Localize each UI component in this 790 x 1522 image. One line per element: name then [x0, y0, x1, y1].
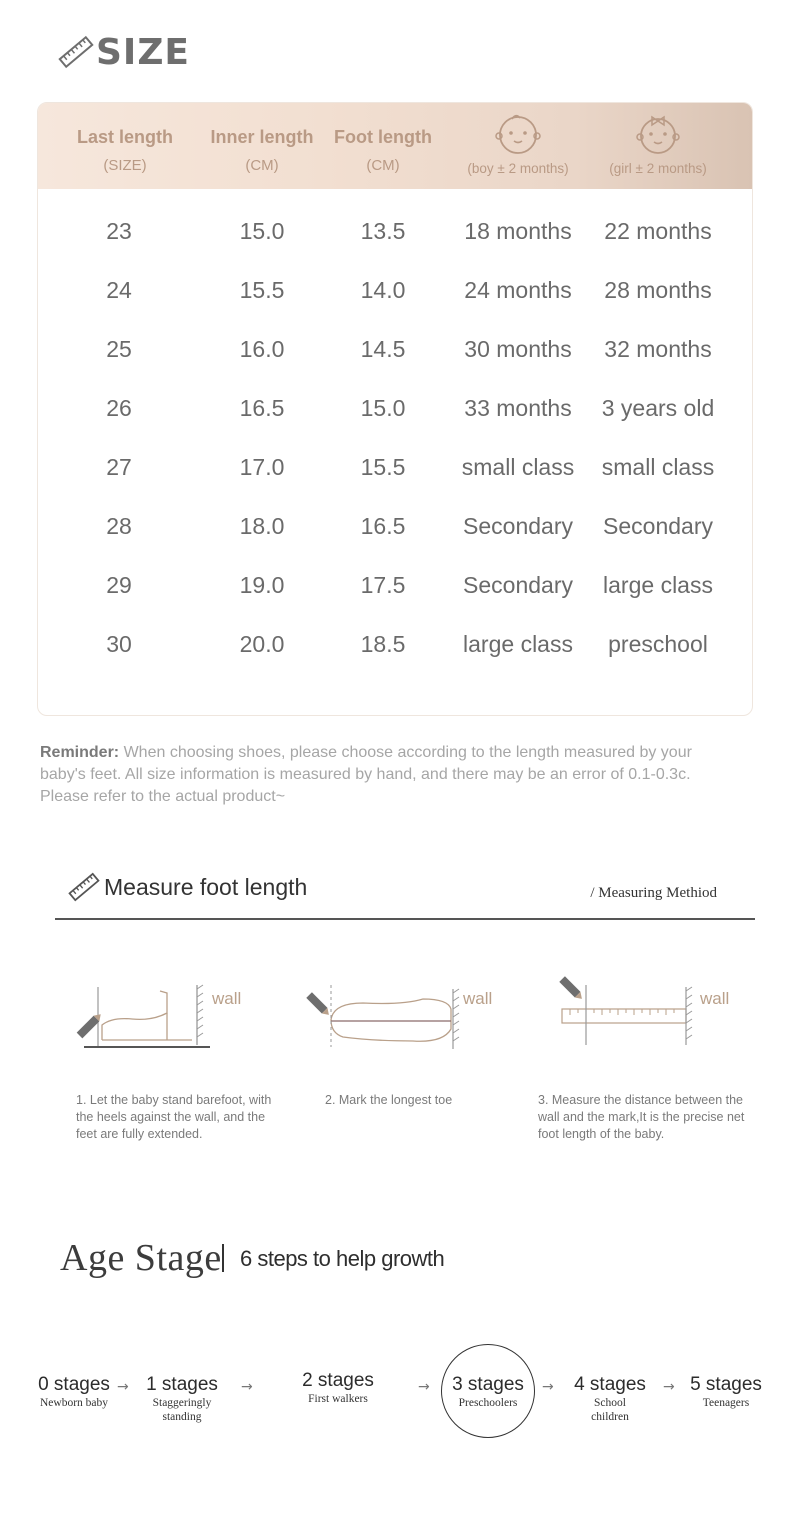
- header-label: Inner length: [210, 127, 314, 147]
- stage-2: [292, 1370, 384, 1406]
- table-cell: 17.0: [239, 454, 285, 480]
- table-cell: preschool: [608, 631, 708, 657]
- table-cell: 26: [106, 395, 132, 421]
- table-cell: 16.5: [360, 513, 406, 539]
- wall-label: wall: [463, 989, 493, 1008]
- arrow-icon: →: [663, 1379, 675, 1395]
- step-3-text: 3. Measure the distance between the wall and the mark,It is the precise net foot length of the baby.: [538, 1093, 745, 1141]
- measure-subtitle: / Measuring Methiod: [590, 885, 717, 901]
- table-cell: 14.0: [360, 277, 406, 303]
- table-cell: 30 months: [464, 336, 572, 362]
- stage-1: [140, 1374, 224, 1424]
- arrow-icon: →: [418, 1379, 430, 1395]
- table-cell: 28: [106, 513, 132, 539]
- header-unit: (boy ± 2 months): [467, 161, 569, 176]
- baby-boy-face-icon: [492, 111, 544, 157]
- table-row: [38, 388, 752, 428]
- stage-desc: Newborn baby: [39, 1397, 109, 1409]
- table-cell: 30: [106, 631, 132, 657]
- table-cell: 32 months: [604, 336, 712, 362]
- header-unit: (CM): [366, 157, 400, 174]
- table-cell: 15.5: [360, 454, 406, 480]
- table-cell: 18.5: [360, 631, 406, 657]
- stage-name: 1 stages: [146, 1374, 218, 1395]
- table-row: [38, 211, 752, 251]
- table-row: [38, 565, 752, 605]
- table-cell: 20.0: [239, 631, 285, 657]
- table-row: [38, 624, 752, 664]
- stage-name: 5 stages: [690, 1374, 762, 1395]
- table-cell: 23: [106, 218, 132, 244]
- table-cell: 18 months: [464, 218, 572, 244]
- ruler-icon: [58, 34, 94, 70]
- arrow-icon: →: [542, 1379, 554, 1395]
- table-row: [38, 506, 752, 546]
- table-cell: 33 months: [464, 395, 572, 421]
- size-title: SIZE: [96, 31, 191, 73]
- table-cell: 18.0: [239, 513, 285, 539]
- size-table-header: [38, 103, 752, 189]
- header-girl: [588, 103, 728, 189]
- stage-4: [566, 1374, 654, 1424]
- table-cell: Secondary: [463, 572, 573, 598]
- stage-name: 4 stages: [574, 1374, 646, 1395]
- measure-title: Measure foot length: [104, 873, 308, 900]
- table-cell: 3 years old: [601, 395, 715, 421]
- reminder-text: When choosing shoes, please choose according to the length measured by your baby's feet. All size information is measured by hand, and there may be an error of 0.1-0.3c. Please refer to the actual product~: [40, 744, 692, 805]
- header-foot-length: [318, 103, 448, 189]
- step-1-text: 1. Let the baby stand barefoot, with the heels against the wall, and the feet are fully extended.: [76, 1093, 272, 1141]
- age-stage-subtitle: 6 steps to help growth: [240, 1246, 445, 1271]
- header-unit: (girl ± 2 months): [609, 161, 707, 176]
- table-cell: small class: [461, 454, 575, 480]
- table-cell: 19.0: [239, 572, 285, 598]
- ruler-icon: [68, 871, 100, 903]
- stage-0: [30, 1374, 118, 1410]
- table-cell: 24: [106, 277, 132, 303]
- table-cell: 15.0: [360, 395, 406, 421]
- stage-desc: Preschoolers: [458, 1397, 518, 1409]
- size-heading: [58, 30, 190, 74]
- table-cell: 28 months: [604, 277, 712, 303]
- baby-girl-face-icon: [632, 111, 684, 157]
- title-separator: [222, 1244, 224, 1272]
- table-cell: 15.0: [239, 218, 285, 244]
- table-cell: 25: [106, 336, 132, 362]
- table-cell: Secondary: [603, 513, 713, 539]
- stage-desc: First walkers: [308, 1393, 368, 1405]
- age-stage-title: Age Stage: [60, 1237, 222, 1279]
- measure-heading: [68, 870, 307, 904]
- table-cell: Secondary: [463, 513, 573, 539]
- step3-diagram: [558, 975, 748, 1055]
- table-row: [38, 447, 752, 487]
- table-cell: 16.5: [239, 395, 285, 421]
- stage-name: 2 stages: [302, 1370, 374, 1391]
- step-2-text: 2. Mark the longest toe: [325, 1093, 453, 1107]
- wall-label: wall: [700, 989, 730, 1008]
- header-label: Last length: [76, 127, 173, 147]
- step2-diagram: [303, 975, 513, 1055]
- header-label: Foot length: [334, 127, 432, 147]
- table-cell: 24 months: [464, 277, 572, 303]
- step1-diagram: [72, 975, 262, 1055]
- table-row: [38, 329, 752, 369]
- table-cell: small class: [601, 454, 715, 480]
- size-table: [37, 102, 753, 716]
- stage-5: [684, 1374, 768, 1410]
- stage-desc: Teenagers: [702, 1397, 750, 1409]
- reminder-note: [40, 742, 740, 808]
- header-unit: (CM): [245, 157, 279, 174]
- table-row: [38, 270, 752, 310]
- table-cell: 15.5: [239, 277, 285, 303]
- stage-name: 0 stages: [38, 1374, 110, 1395]
- table-cell: 27: [106, 454, 132, 480]
- header-last-length: [54, 103, 196, 189]
- header-unit: (SIZE): [103, 157, 147, 174]
- arrow-icon: →: [241, 1379, 253, 1395]
- table-cell: 14.5: [360, 336, 406, 362]
- table-cell: 16.0: [239, 336, 285, 362]
- table-cell: 13.5: [360, 218, 406, 244]
- table-cell: 17.5: [360, 572, 406, 598]
- stage-desc: Staggeringly standing: [152, 1397, 212, 1423]
- wall-label: wall: [212, 989, 242, 1008]
- table-cell: large class: [463, 631, 573, 657]
- table-cell: large class: [603, 572, 713, 598]
- header-boy: [448, 103, 588, 189]
- arrow-icon: →: [117, 1379, 129, 1395]
- stage-name: 3 stages: [452, 1374, 524, 1395]
- table-cell: 29: [106, 572, 132, 598]
- divider: [55, 918, 755, 920]
- table-cell: 22 months: [604, 218, 712, 244]
- reminder-label: Reminder:: [40, 744, 120, 761]
- header-inner-length: [190, 103, 334, 189]
- stage-3: [444, 1374, 532, 1410]
- stage-desc: School children: [591, 1397, 629, 1423]
